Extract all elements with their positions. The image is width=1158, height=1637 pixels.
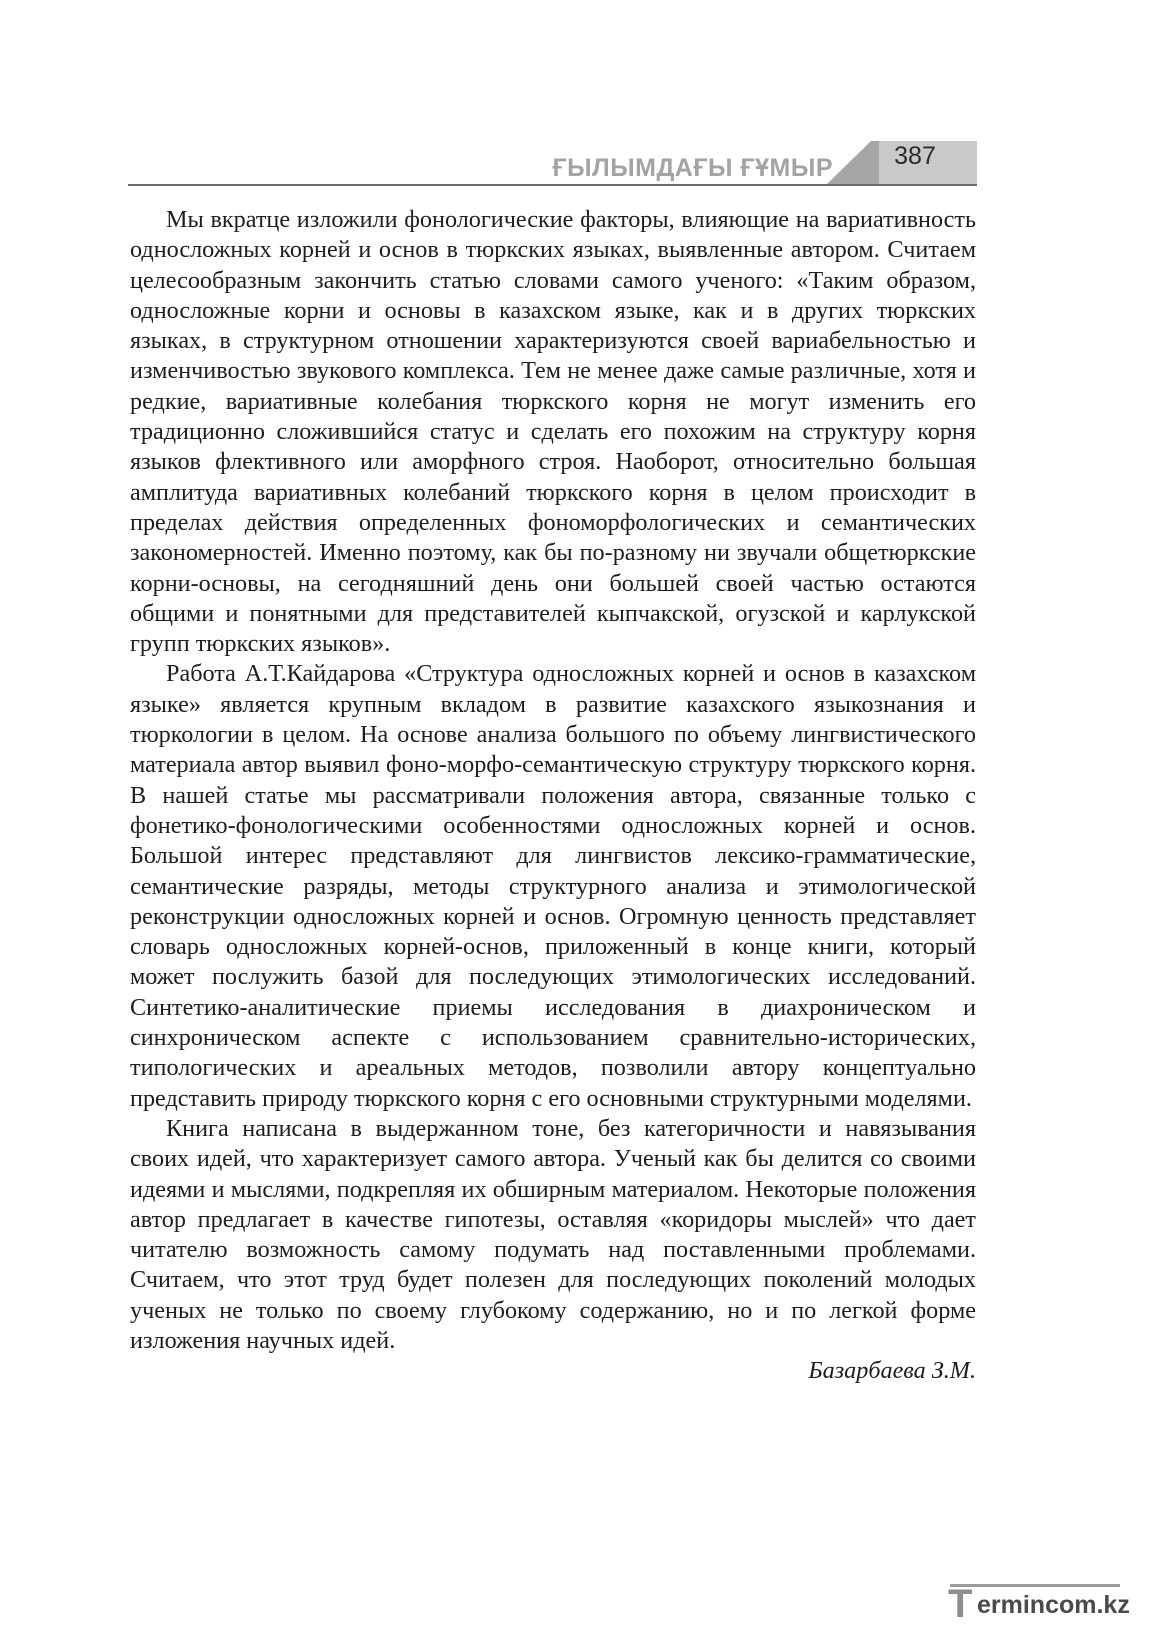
site-watermark-logo <box>948 1582 1148 1626</box>
paragraph-3: Книга написана в выдержанном тоне, без категоричности и навязывания своих идей, что характеризует самого автора. Ученый как бы делится со своими идеями и мыслями, подкрепляя их обширным материалом. Некоторые положения автор предлагает в качестве гипотезы, оставляя «коридоры мыслей» что дает читателю возможность самому подумать над поставленными проблемами. Считаем, что этот труд будет полезен для последующих поколений молодых ученых не только по своему глубокому содержанию, но и по легкой форме изложения научных идей. <box>130 1114 976 1354</box>
paragraph-1: Мы вкратце изложили фонологические факторы, влияющие на вариативность односложных корней и основ в тюркских языках, выявленные автором. Считаем целесообразным закончить статью словами самого ученого: «Таким образом, односложные корни и основы в казахском языке, как и в других тюркских языках, в структурном отношении характеризуются своей вариабельностью и изменчивостью звукового комплекса. Тем не менее даже самые различные, хотя и редкие, вариативные колебания тюркского корня не могут изменить его традиционно сложившийся статус и сделать его похожим на структуру корня языков флективного или аморфного строя. Наоборот, относительно большая амплитуда вариативных колебаний тюркского корня в целом происходит в пределах действия определенных фономорфологических и семантических закономерностей. Именно поэтому, как бы по-разному ни звучали общетюркские корни-основы, на сегодняшний день они большей своей частью остаются общими и понятными для представителей кыпчакской, огузской и карлукской групп тюркских языков». <box>130 206 976 658</box>
author-signature: Базарбаева З.М. <box>808 1357 976 1385</box>
watermark-t-glyph: T <box>948 1582 973 1626</box>
header-rule <box>128 184 977 186</box>
page-number-tab <box>827 138 977 184</box>
running-title: ҒЫЛЫМДАҒЫ ҒҰМЫР <box>552 154 833 182</box>
article-body <box>130 205 976 1387</box>
paragraph-2: Работа А.Т.Кайдарова «Структура односложных корней и основ в казахском языке» является крупным вкладом в развитие казахского языкознания и тюркологии в целом. На основе анализа большого по объему лингвистического материала автор выявил фоно-морфо-семантическую структуру тюркского корня. В нашей статье мы рассматривали положения автора, связанные только с фонетико-фонологическими особенностями односложных корней и основ. Большой интерес представляют для лингвистов лексико-грамматические, семантические разряды, методы структурного анализа и этимологической реконструкции односложных корней и основ. Огромную ценность представляет словарь односложных корней-основ, приложенный в конце книги, который может послужить базой для последующих этимологических исследований. Синтетико-аналитические приемы исследования в диахроническом и синхроническом аспекте с использованием сравнительно-исторических, типологических и ареальных методов, позволили автору концептуально представить природу тюркского корня с его основными структурными моделями. <box>130 660 976 1112</box>
watermark-text: ermincom.kz <box>977 1591 1130 1619</box>
watermark-rule <box>950 1584 1120 1587</box>
running-header <box>128 138 977 186</box>
page-number: 387 <box>894 142 936 170</box>
